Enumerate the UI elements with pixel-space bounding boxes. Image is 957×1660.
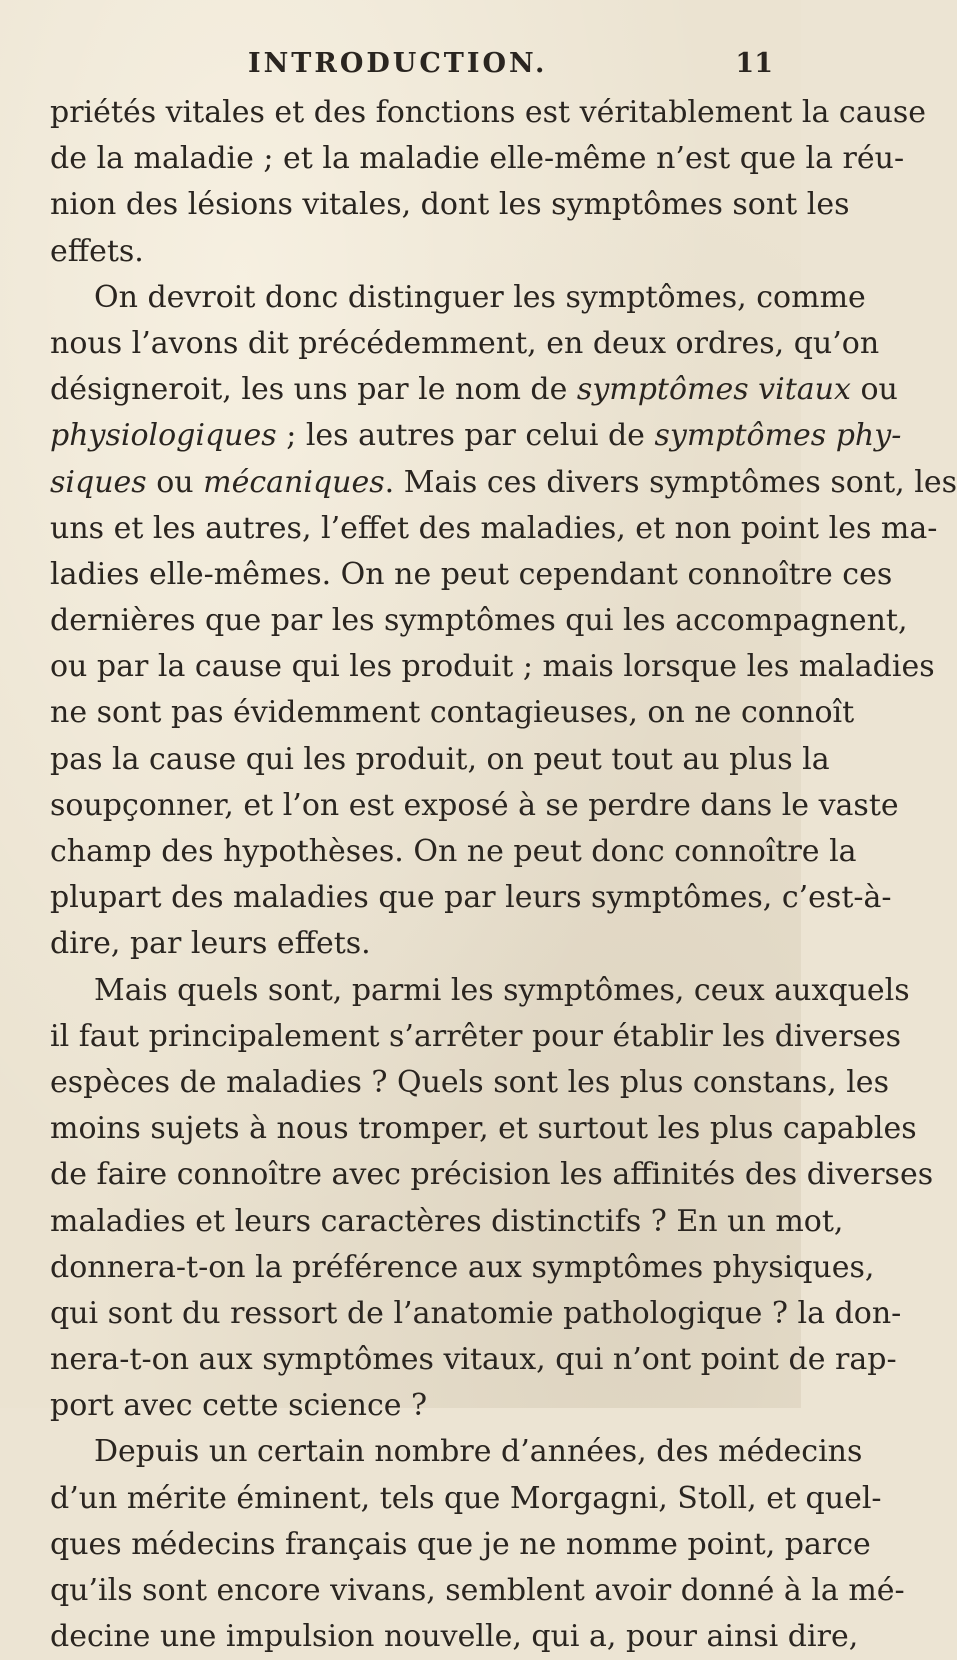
page-number: 11 — [735, 48, 773, 79]
text-line — [50, 644, 935, 690]
text-line — [50, 506, 938, 552]
text-run: decine une impulsion nouvelle, qui a, pour ainsi dire, — [50, 1619, 859, 1655]
running-head-title: INTRODUCTION. — [248, 48, 548, 79]
text-run: nion des lésions vitales, dont les symptômes sont les — [50, 187, 850, 223]
italic-run: siques — [50, 464, 147, 500]
text-run: de la maladie ; et la maladie elle-même n’est que la réu- — [50, 141, 905, 177]
text-run: ou — [146, 464, 204, 500]
text-run: espèces de maladies ? Quels sont les plus constans, les — [50, 1064, 889, 1100]
paragraph — [50, 275, 957, 968]
text-run: uns et les autres, l’effet des maladies, et non point les ma- — [50, 510, 938, 546]
italic-run: symptômes vitaux — [576, 372, 851, 408]
text-line — [50, 1383, 788, 1429]
text-run: qu’ils sont encore vivans, semblent avoir donné à la mé- — [50, 1573, 905, 1608]
text-line — [50, 1152, 934, 1198]
paragraph — [50, 1429, 905, 1660]
text-run: ou par la cause qui les produit ; mais lorsque les maladies — [50, 649, 935, 685]
text-line — [50, 1060, 889, 1106]
text-run: champ des hypothèses. On ne peut donc connoître la — [50, 834, 857, 869]
text-line — [50, 783, 899, 829]
running-head — [0, 44, 801, 84]
text-line — [50, 460, 957, 506]
text-run: ques médecins français que je ne nomme point, parce — [50, 1526, 871, 1562]
text-run: On devroit donc distinguer les symptômes, comme — [94, 279, 866, 315]
text-run: priétés vitales et des fonctions est véritablement la cause — [50, 95, 927, 130]
text-line — [50, 1014, 902, 1060]
text-line — [50, 321, 880, 367]
text-run: ne sont pas évidemment contagieuses, on ne connoît — [50, 695, 855, 731]
text-line — [50, 1199, 844, 1245]
text-run: dire, par leurs effets. — [50, 926, 371, 962]
text-run: désigneroit, les uns par le nom de — [50, 372, 577, 408]
text-run: effets. — [50, 233, 144, 269]
text-line — [50, 552, 893, 598]
text-run: il faut principalement s’arrêter pour établir les diverses — [50, 1018, 902, 1054]
text-run: port avec cette science ? — [50, 1388, 428, 1424]
text-run: moins sujets à nous tromper, et surtout les plus capables — [50, 1111, 917, 1147]
text-run: ou — [850, 372, 898, 408]
text-line — [50, 968, 910, 1014]
text-line — [50, 1614, 859, 1660]
text-line — [50, 367, 898, 413]
paragraph — [50, 90, 927, 275]
text-line — [50, 413, 902, 459]
text-run: Mais quels sont, parmi les symptômes, ceux auxquels — [94, 972, 910, 1008]
text-run: ; les autres par celui de — [276, 418, 655, 454]
text-run: d’un mérite éminent, tels que Morgagni, Stoll, et quel- — [50, 1480, 882, 1516]
text-run: . Mais ces divers symptômes sont, les — [384, 464, 957, 500]
text-run: plupart des maladies que par leurs symptômes, c’est-à- — [50, 880, 892, 916]
paragraph — [50, 968, 934, 1430]
text-line — [50, 829, 857, 875]
text-line — [50, 1291, 902, 1337]
text-run: maladies et leurs caractères distinctifs ? En un mot, — [50, 1203, 844, 1239]
text-line — [50, 1476, 882, 1522]
italic-run: symptômes phy- — [654, 418, 902, 454]
text-line — [50, 690, 855, 736]
text-run: de faire connoître avec précision les affinités des diverses — [50, 1157, 934, 1193]
italic-run: mécaniques — [203, 464, 385, 500]
text-line — [50, 1522, 871, 1568]
text-line — [50, 1106, 917, 1152]
text-line — [50, 875, 892, 921]
text-line — [50, 921, 788, 967]
text-line — [50, 182, 850, 228]
body-text — [50, 90, 957, 1660]
text-line — [50, 1429, 863, 1475]
text-run: dernières que par les symptômes qui les accompagnent, — [50, 603, 908, 639]
text-line — [50, 598, 908, 644]
text-run: nera-t-on aux symptômes vitaux, qui n’ont point de rap- — [50, 1342, 897, 1378]
text-run: ladies elle-mêmes. On ne peut cependant connoître ces — [50, 556, 893, 592]
text-line — [50, 1337, 897, 1383]
text-line — [50, 275, 866, 321]
text-run: pas la cause qui les produit, on peut tout au plus la — [50, 741, 830, 777]
italic-run: physiologiques — [50, 418, 277, 454]
text-line — [50, 1245, 875, 1291]
text-line — [50, 737, 830, 783]
text-run: qui sont du ressort de l’anatomie pathologique ? la don- — [50, 1295, 902, 1331]
text-run: nous l’avons dit précédemment, en deux ordres, qu’on — [50, 325, 880, 361]
text-line — [50, 229, 788, 275]
text-run: Depuis un certain nombre d’années, des médecins — [94, 1434, 863, 1470]
text-line — [50, 1568, 905, 1614]
text-run: soupçonner, et l’on est exposé à se perdre dans le vaste — [50, 787, 899, 823]
text-line — [50, 90, 927, 136]
text-line — [50, 136, 905, 182]
text-run: donnera-t-on la préférence aux symptômes physiques, — [50, 1249, 875, 1285]
